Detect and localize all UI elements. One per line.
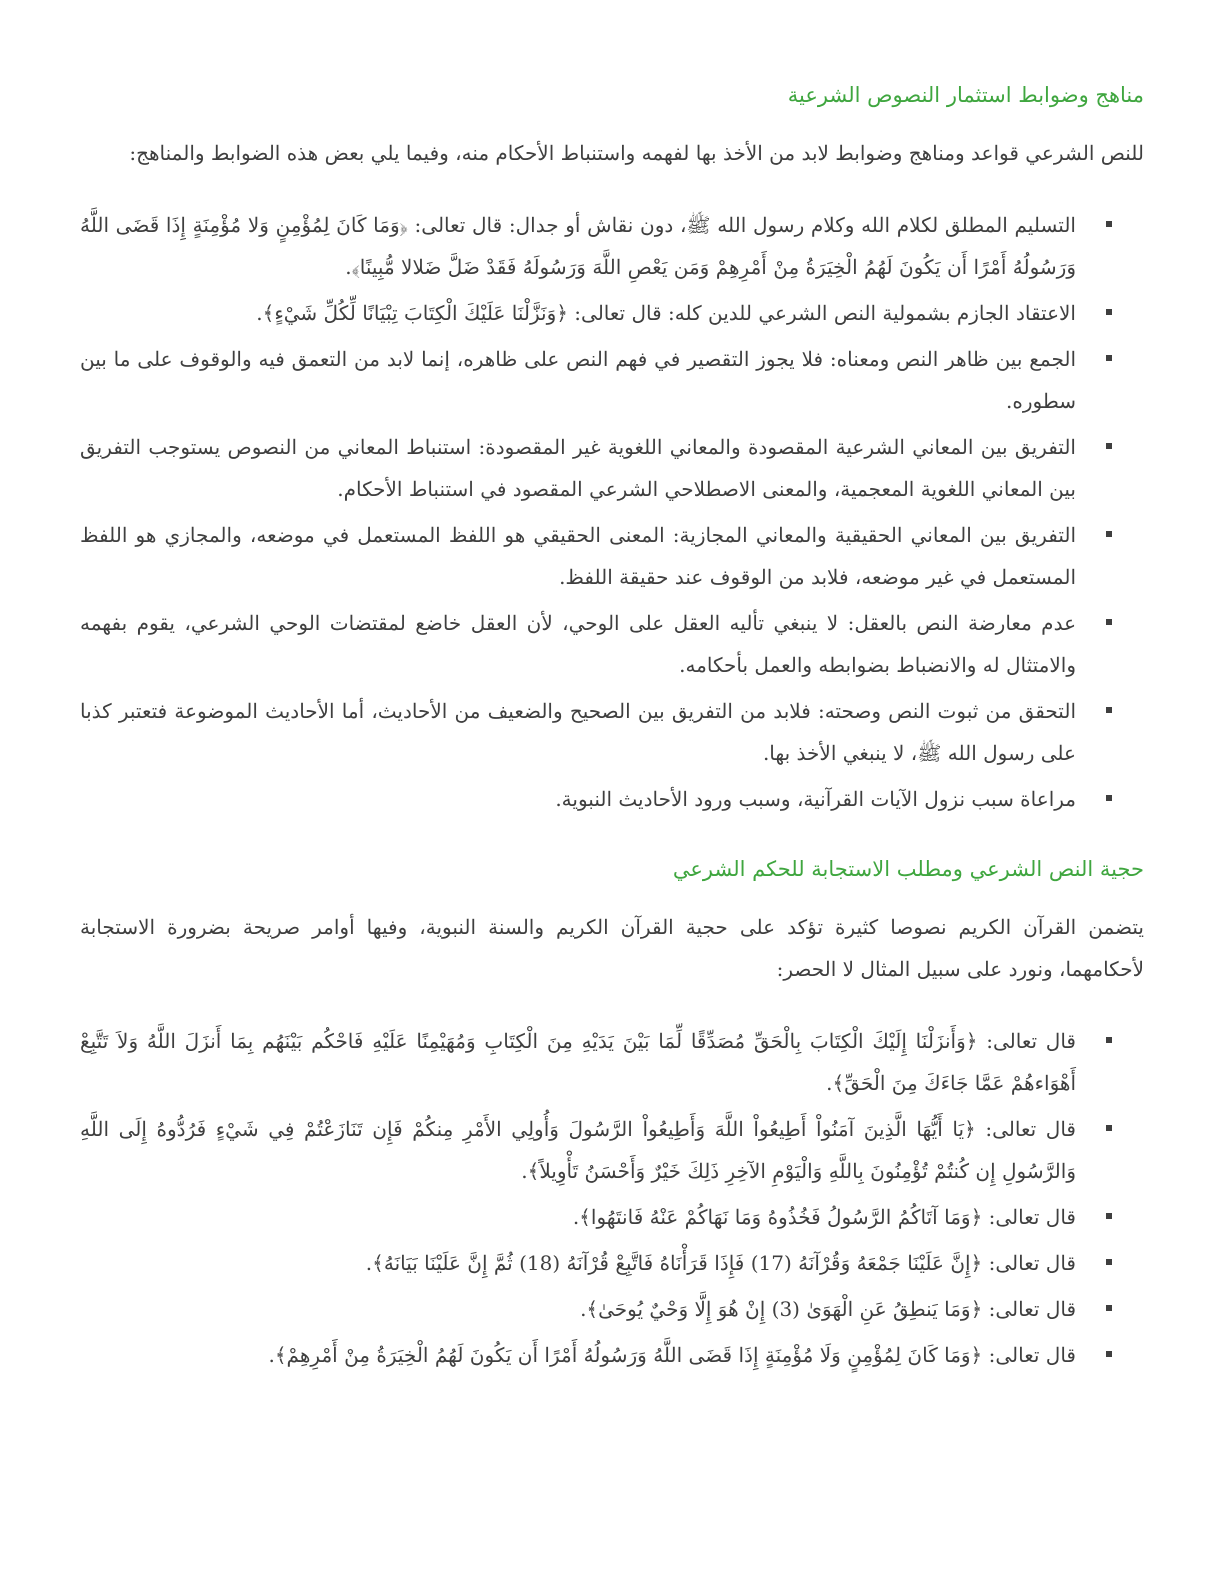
bullet-square-icon bbox=[1106, 531, 1112, 537]
list-item bbox=[80, 602, 1076, 686]
bullet-square-icon bbox=[1106, 443, 1112, 449]
list-item bbox=[80, 204, 1076, 288]
bullet-square-icon bbox=[1106, 1037, 1112, 1043]
list-item bbox=[80, 514, 1076, 598]
list-item-text: قال تعالى: ﴿وَأَنزَلْنَا إِلَيْكَ الْكِتَابَ بِالْحَقِّ مُصَدِّقًا لِّمَا بَيْنَ يَدَيْهِ مِنَ الْكِتَابِ وَمُهَيْمِنًا عَلَيْهِ فَاحْكُم بَيْنَهُم بِمَا أَنزَلَ اللَّهُ وَلاَ تَتَّبِعْ أَهْوَاءهُمْ عَمَّا جَاءَكَ مِنَ الْحَقِّ﴾. bbox=[80, 1029, 1076, 1095]
list-item-text: قال تعالى: ﴿إِنَّ عَلَيْنَا جَمْعَهُ وَقُرْآنَهُ (17) فَإِذَا قَرَأْنَاهُ فَاتَّبِعْ قُرْآنَهُ (18) ثُمَّ إِنَّ عَلَيْنَا بَيَانَهُ﴾. bbox=[365, 1251, 1076, 1275]
section-intro-methods: للنص الشرعي قواعد ومناهج وضوابط لابد من الأخذ بها لفهمه واستنباط الأحكام منه، وفيما يلي بعض هذه الضوابط والمناهج: bbox=[129, 141, 1144, 165]
list-item-text: قال تعالى: ﴿وَمَا آتَاكُمُ الرَّسُولُ فَخُذُوهُ وَمَا نَهَاكُمْ عَنْهُ فَانتَهُوا﴾. bbox=[572, 1205, 1076, 1229]
bullet-square-icon bbox=[1106, 795, 1112, 801]
bullet-square-icon bbox=[1106, 1259, 1112, 1265]
bullet-square-icon bbox=[1106, 619, 1112, 625]
list-item-text: التحقق من ثبوت النص وصحته: فلابد من التفريق بين الصحيح والضعيف من الأحاديث، أما الأحاديث الموضوعة فتعتبر كذبا على رسول الله ﷺ، لا ينبغي الأخذ بها. bbox=[80, 699, 1076, 765]
section-heading-authority: حجية النص الشرعي ومطلب الاستجابة للحكم الشرعي bbox=[672, 857, 1144, 881]
bullet-square-icon bbox=[1106, 355, 1112, 361]
bullet-square-icon bbox=[1106, 309, 1112, 315]
list-item bbox=[80, 1196, 1076, 1238]
list-item bbox=[80, 1020, 1076, 1104]
list-item-text: التفريق بين المعاني الحقيقية والمعاني المجازية: المعنى الحقيقي هو اللفظ المستعمل في موضعه، والمجازي هو اللفظ المستعمل في غير موضعه، فلابد من الوقوف عند حقيقة اللفظ. bbox=[80, 523, 1076, 589]
list-item-text: عدم معارضة النص بالعقل: لا ينبغي تأليه العقل على الوحي، لأن العقل خاضع لمقتضات الوحي الشرعي، يقوم بفهمه والامتثال له والانضباط بضوابطه والعمل بأحكامه. bbox=[80, 611, 1076, 677]
list-item bbox=[80, 1242, 1076, 1284]
methods-list bbox=[80, 204, 1144, 820]
section-heading-methods: مناهج وضوابط استثمار النصوص الشرعية bbox=[787, 83, 1144, 107]
bullet-square-icon bbox=[1106, 221, 1112, 227]
list-item bbox=[80, 690, 1076, 774]
list-item bbox=[80, 426, 1076, 510]
list-item-text: التفريق بين المعاني الشرعية المقصودة والمعاني اللغوية غير المقصودة: استنباط المعاني من النصوص يستوجب التفريق بين المعاني اللغوية المعجمية، والمعنى الاصطلاحي الشرعي المقصود في استنباط الأحكام. bbox=[80, 435, 1076, 501]
bullet-square-icon bbox=[1106, 707, 1112, 713]
list-item bbox=[80, 338, 1076, 422]
bullet-square-icon bbox=[1106, 1305, 1112, 1311]
list-item-text: قال تعالى: ﴿يَا أَيُّهَا الَّذِينَ آمَنُواْ أَطِيعُواْ اللَّهَ وَأَطِيعُواْ الرَّسُولَ وَأُولِي الأَمْرِ مِنكُمْ فَإِن تَنَازَعْتُمْ فِي شَيْءٍ فَرُدُّوهُ إِلَى اللَّهِ وَالرَّسُولِ إِن كُنتُمْ تُؤْمِنُونَ بِاللَّهِ وَالْيَوْمِ الآخِرِ ذَلِكَ خَيْرٌ وَأَحْسَنُ تَأْوِيلاً﴾. bbox=[80, 1117, 1076, 1183]
list-item bbox=[80, 1288, 1076, 1330]
list-item-text: الجمع بين ظاهر النص ومعناه: فلا يجوز التقصير في فهم النص على ظاهره، إنما لابد من التعمق فيه والوقوف على ما بين سطوره. bbox=[80, 347, 1076, 413]
list-item bbox=[80, 1108, 1076, 1192]
list-item bbox=[80, 292, 1076, 334]
list-item-text: مراعاة سبب نزول الآيات القرآنية، وسبب ورود الأحاديث النبوية. bbox=[555, 787, 1076, 811]
list-item bbox=[80, 778, 1076, 820]
list-item-text: التسليم المطلق لكلام الله وكلام رسول الله ﷺ، دون نقاش أو جدال: قال تعالى: ﴿وَمَا كَانَ لِمُؤْمِنٍ وَلا مُؤْمِنَةٍ إِذَا قَضَى اللَّهُ وَرَسُولُهُ أَمْرًا أَن يَكُونَ لَهُمُ الْخِيَرَةُ مِنْ أَمْرِهِمْ وَمَن يَعْصِ اللَّهَ وَرَسُولَهُ فَقَدْ ضَلَّ ضَلالا مُّبِينًا﴾. bbox=[80, 213, 1076, 279]
authority-list bbox=[80, 1020, 1144, 1376]
bullet-square-icon bbox=[1106, 1213, 1112, 1219]
section-intro-authority: يتضمن القرآن الكريم نصوصا كثيرة تؤكد على حجية القرآن الكريم والسنة النبوية، وفيها أوامر صريحة بضرورة الاستجابة لأحكامهما، ونورد على سبيل المثال لا الحصر: bbox=[80, 915, 1144, 981]
list-item-text: قال تعالى: ﴿وَمَا كَانَ لِمُؤْمِنٍ وَلَا مُؤْمِنَةٍ إِذَا قَضَى اللَّهُ وَرَسُولُهُ أَمْرًا أَن يَكُونَ لَهُمُ الْخِيَرَةُ مِنْ أَمْرِهِمْ﴾. bbox=[268, 1343, 1076, 1367]
bullet-square-icon bbox=[1106, 1125, 1112, 1131]
list-item-text: قال تعالى: ﴿وَمَا يَنطِقُ عَنِ الْهَوَىٰ (3) إِنْ هُوَ إِلَّا وَحْيٌ يُوحَىٰ﴾. bbox=[580, 1297, 1076, 1321]
bullet-square-icon bbox=[1106, 1351, 1112, 1357]
list-item bbox=[80, 1334, 1076, 1376]
list-item-text: الاعتقاد الجازم بشمولية النص الشرعي للدين كله: قال تعالى: ﴿وَنَزَّلْنَا عَلَيْكَ الْكِتَابَ تِبْيَانًا لِّكُلِّ شَيْءٍ﴾. bbox=[256, 301, 1076, 325]
